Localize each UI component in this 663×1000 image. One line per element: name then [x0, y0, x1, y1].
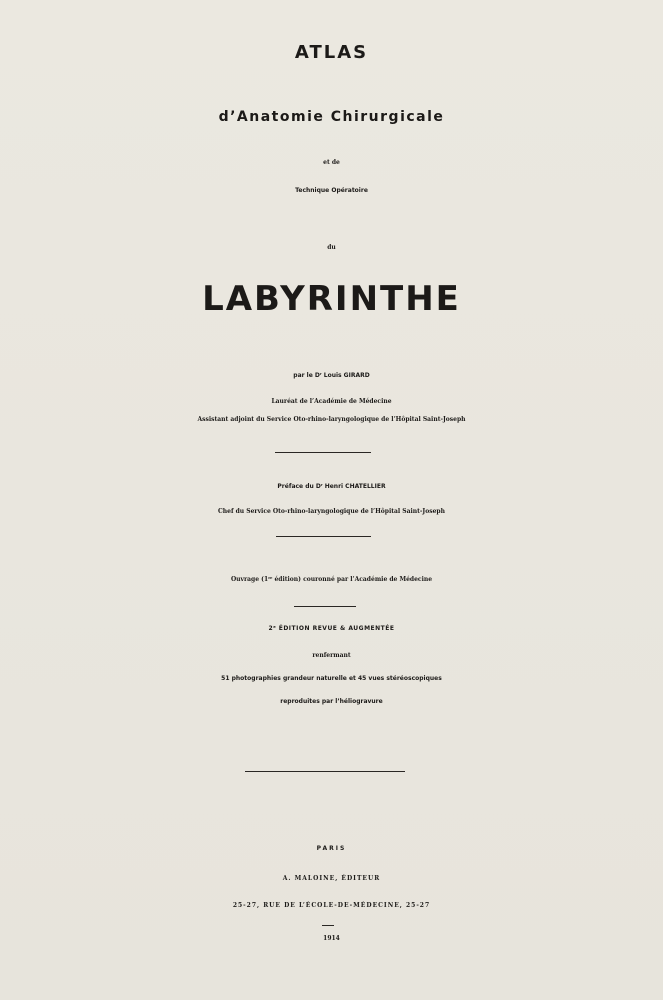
edition-line	[0, 626, 663, 632]
divider-rule	[276, 536, 371, 537]
publisher-city: PARIS	[316, 845, 347, 852]
title-atlas: ATLAS	[294, 42, 369, 63]
preface-line	[0, 484, 663, 490]
edition-reproduction: reproduites par l’héliogravure	[280, 698, 383, 705]
title-du: du	[327, 244, 336, 251]
author-name: Louis GIRARD	[323, 372, 370, 379]
edition-photos: 51 photographies grandeur naturelle et 45 vues stéréoscopiques	[221, 675, 442, 682]
edition-sup: e	[273, 625, 277, 630]
award-line	[0, 577, 663, 583]
award-sup: re	[268, 576, 273, 581]
preface-dr-sup: r	[320, 483, 323, 488]
author-credential-1: Lauréat de l’Académie de Médecine	[271, 398, 392, 405]
edition-text: ÉDITION REVUE & AUGMENTÉE	[276, 625, 395, 632]
author-dr-sup: r	[319, 372, 322, 377]
author-line	[0, 373, 663, 379]
edition-number: 2	[268, 625, 274, 632]
title-subtitle: d’Anatomie Chirurgicale	[218, 109, 445, 125]
author-par: par le D	[293, 372, 320, 379]
title-conjunction: et de	[323, 159, 340, 166]
title-technique: Technique Opératoire	[295, 187, 368, 194]
main-title: LABYRINTHE	[202, 279, 461, 319]
award-pre: Ouvrage (1	[230, 576, 269, 583]
divider-rule	[275, 452, 371, 453]
publisher-name: A. MALOINE, ÉDITEUR	[282, 875, 381, 882]
award-post: édition) couronné par l’Académie de Médecine	[272, 576, 433, 583]
divider-rule	[322, 925, 334, 926]
author-credential-2: Assistant adjoint du Service Oto-rhino-laryngologique de l’Hôpital Saint-Joseph	[197, 416, 466, 423]
preface-name: Henri CHATELLIER	[324, 483, 386, 490]
divider-rule	[245, 771, 405, 772]
publisher-address: 25-27, RUE DE L’ÉCOLE-DE-MÉDECINE, 25-27	[232, 902, 431, 909]
preface-prefix: Préface du D	[277, 483, 321, 490]
publication-year: 1914	[323, 935, 340, 942]
edition-renfermant: renfermant	[312, 652, 351, 659]
divider-rule	[294, 606, 356, 607]
preface-credential: Chef du Service Oto-rhino-laryngologique de l’Hôpital Saint-Joseph	[217, 508, 445, 515]
